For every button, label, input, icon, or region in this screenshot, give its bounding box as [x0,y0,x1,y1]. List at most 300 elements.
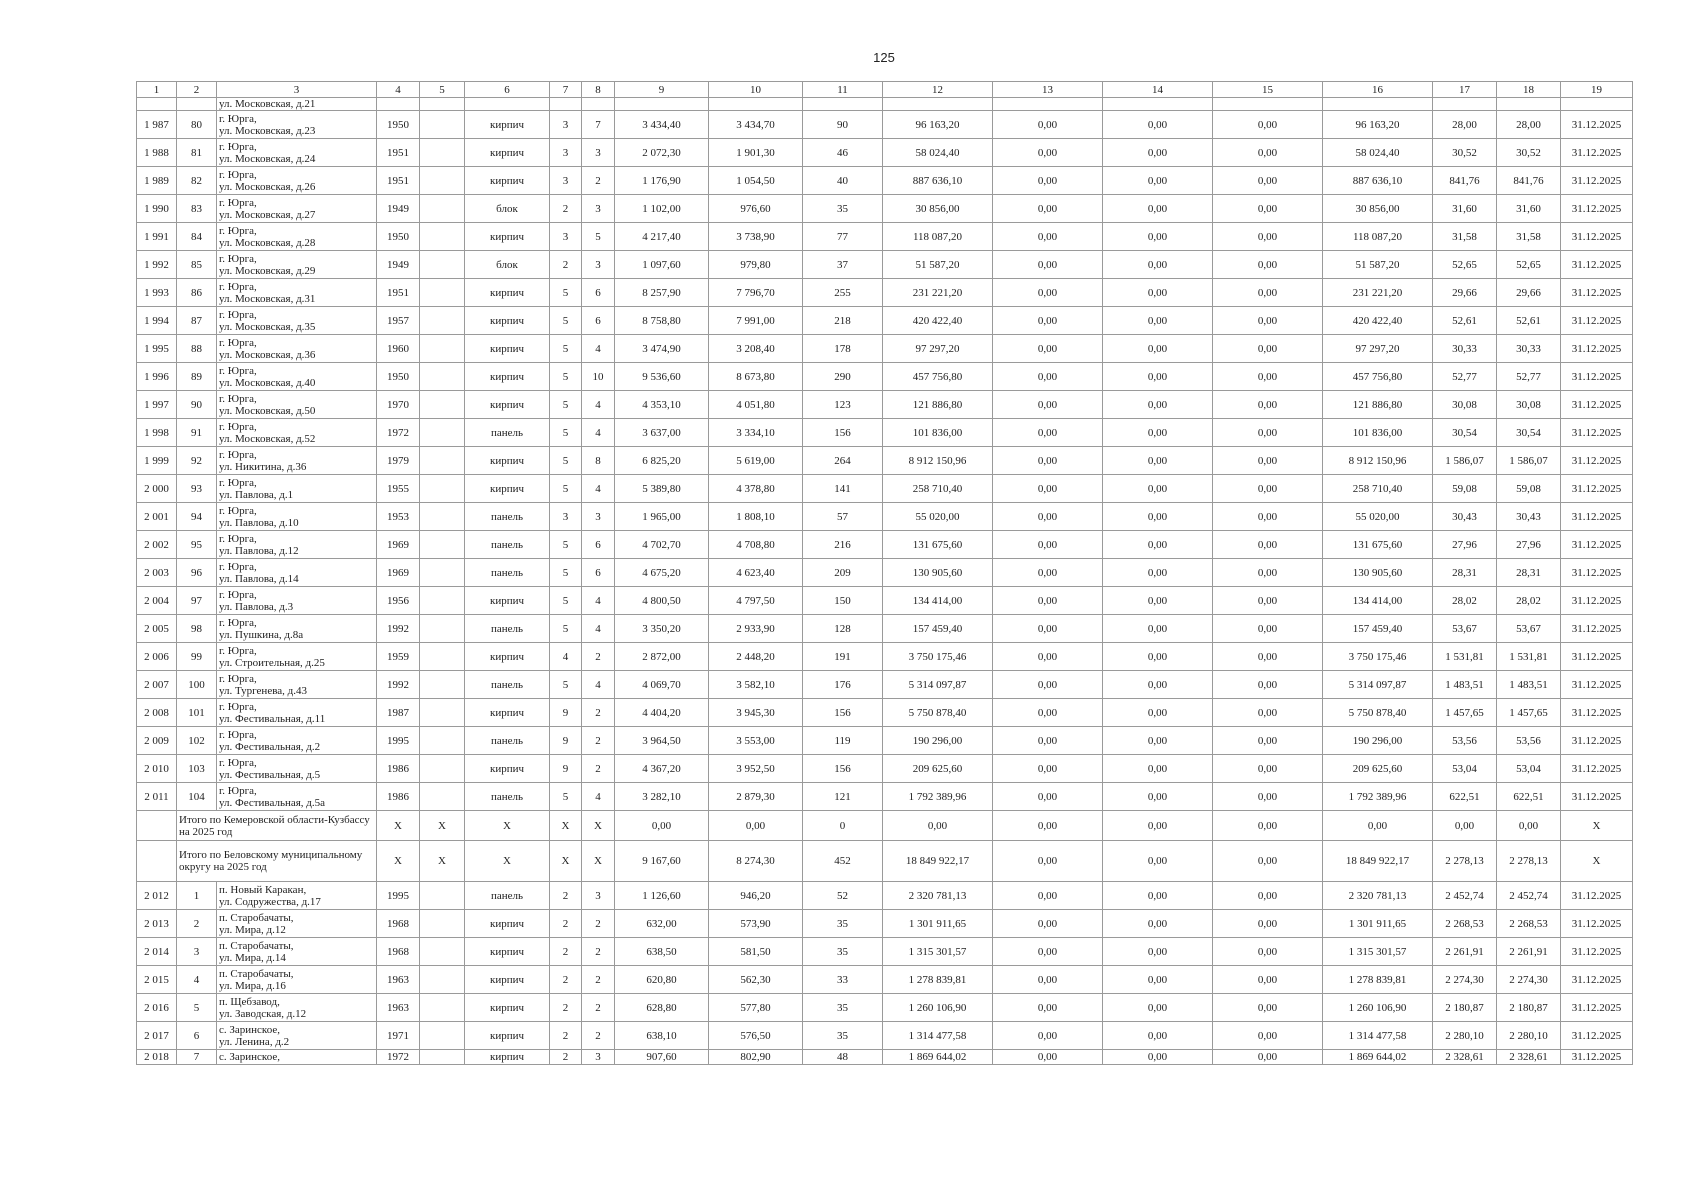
value-cell-15: 0,00 [1213,167,1323,195]
value-cell-4: 1950 [377,363,420,391]
value-cell-8: 2 [582,727,615,755]
column-header-7: 7 [550,82,582,98]
address-cell [217,643,377,671]
row-index-cell: 94 [177,503,217,531]
table-row [137,755,1633,783]
registry-number-cell: 2 012 [137,882,177,910]
value-cell-8: 6 [582,279,615,307]
value-cell-14: 0,00 [1103,503,1213,531]
value-cell-18: 27,96 [1497,531,1561,559]
value-cell-19: 31.12.2025 [1561,167,1633,195]
value-cell-8: 3 [582,503,615,531]
value-cell-5 [420,882,465,910]
address-street: ул. Московская, д.36 [219,348,316,361]
value-cell-19: 31.12.2025 [1561,755,1633,783]
registry-number-cell: 2 001 [137,503,177,531]
value-cell-11: 57 [803,503,883,531]
value-cell-4: 1959 [377,643,420,671]
value-cell-18: 30,52 [1497,139,1561,167]
value-cell-8: 4 [582,335,615,363]
column-header-5: 5 [420,82,465,98]
value-cell-7: 2 [550,910,582,938]
address-street: ул. Московская, д.50 [219,404,316,417]
value-cell-10: 1 054,50 [709,167,803,195]
summary-value-4: X [377,841,420,882]
value-cell-8: 3 [582,139,615,167]
column-header-19: 19 [1561,82,1633,98]
value-cell-15: 0,00 [1213,1022,1323,1050]
table-row [137,531,1633,559]
value-cell-13: 0,00 [993,910,1103,938]
value-cell-4: 1955 [377,475,420,503]
value-cell-16: 55 020,00 [1323,503,1433,531]
value-cell-10: 2 879,30 [709,783,803,811]
value-cell-5 [420,910,465,938]
registry-number-cell: 2 009 [137,727,177,755]
value-cell-17: 622,51 [1433,783,1497,811]
value-cell-6: кирпич [465,475,550,503]
value-cell-13: 0,00 [993,251,1103,279]
value-cell-18: 2 268,53 [1497,910,1561,938]
row-index-cell: 88 [177,335,217,363]
value-cell-13: 0,00 [993,615,1103,643]
address-locality: г. Юрга, [219,672,257,685]
value-cell-12: 131 675,60 [883,531,993,559]
address-street: ул. Московская, д.23 [219,124,316,137]
value-cell-15: 0,00 [1213,727,1323,755]
value-cell-16: 121 886,80 [1323,391,1433,419]
value-cell-11: 35 [803,195,883,223]
value-cell-8: 10 [582,363,615,391]
value-cell-4: 1949 [377,195,420,223]
value-cell-19: 31.12.2025 [1561,531,1633,559]
table-row [137,615,1633,643]
value-cell-14: 0,00 [1103,938,1213,966]
value-cell-7: 5 [550,419,582,447]
row-index-cell: 96 [177,559,217,587]
value-cell-15: 0,00 [1213,195,1323,223]
value-cell-7: 5 [550,783,582,811]
value-cell-13: 0,00 [993,755,1103,783]
address-cell [217,966,377,994]
registry-number-cell: 2 015 [137,966,177,994]
value-cell-10: 2 933,90 [709,615,803,643]
value-cell-6: кирпич [465,699,550,727]
value-cell-15: 0,00 [1213,251,1323,279]
value-cell-13: 0,00 [993,335,1103,363]
value-cell-7: 5 [550,307,582,335]
summary-value-19: X [1561,811,1633,841]
value-cell-7: 3 [550,223,582,251]
value-cell-19: 31.12.2025 [1561,391,1633,419]
value-cell-4: 1986 [377,783,420,811]
value-cell-6: кирпич [465,111,550,139]
value-cell-16: 134 414,00 [1323,587,1433,615]
value-cell-16: 58 024,40 [1323,139,1433,167]
column-header-3: 3 [217,82,377,98]
row-index-cell: 84 [177,223,217,251]
value-cell-18: 31,60 [1497,195,1561,223]
value-cell-6: кирпич [465,223,550,251]
column-number-header [137,82,1633,98]
value-cell-17: 1 483,51 [1433,671,1497,699]
value-cell-5 [420,139,465,167]
value-cell-9: 628,80 [615,994,709,1022]
value-cell-4: 1951 [377,279,420,307]
value-cell-10: 802,90 [709,1050,803,1065]
value-cell-16: 1 869 644,02 [1323,1050,1433,1065]
table-row [137,111,1633,139]
value-cell-9: 3 434,40 [615,111,709,139]
value-cell-11: 35 [803,938,883,966]
registry-number-cell: 1 990 [137,195,177,223]
value-cell-7: 5 [550,279,582,307]
table-row [137,475,1633,503]
summary-value-6: X [465,841,550,882]
address-street: ул. Мира, д.16 [219,979,286,992]
value-cell-7: 5 [550,447,582,475]
value-cell-19: 31.12.2025 [1561,419,1633,447]
value-cell-17: 1 586,07 [1433,447,1497,475]
value-cell-18: 2 280,10 [1497,1022,1561,1050]
value-cell-6: кирпич [465,643,550,671]
table-row [137,419,1633,447]
value-cell-8: 2 [582,167,615,195]
value-cell-19: 31.12.2025 [1561,195,1633,223]
value-cell-13: 0,00 [993,994,1103,1022]
value-cell-9: 2 872,00 [615,643,709,671]
value-cell-4: 1972 [377,1050,420,1065]
value-cell-6: панель [465,671,550,699]
address-street: ул. Ленина, д.2 [219,1035,290,1048]
value-cell-16: 420 422,40 [1323,307,1433,335]
value-cell-16: 51 587,20 [1323,251,1433,279]
value-cell-18: 2 180,87 [1497,994,1561,1022]
value-cell-7: 5 [550,671,582,699]
address-cell [217,363,377,391]
registry-number-cell: 1 992 [137,251,177,279]
value-cell-12: 5 750 878,40 [883,699,993,727]
value-cell-19: 31.12.2025 [1561,251,1633,279]
value-cell-7: 2 [550,994,582,1022]
value-cell-11: 48 [803,1050,883,1065]
row-index-cell: 80 [177,111,217,139]
value-cell-5 [420,223,465,251]
address-street: ул. Московская, д.52 [219,432,316,445]
value-cell-17: 28,00 [1433,111,1497,139]
value-cell-18: 30,08 [1497,391,1561,419]
value-cell-16: 101 836,00 [1323,419,1433,447]
value-cell-13: 0,00 [993,139,1103,167]
registry-number-cell: 1 999 [137,447,177,475]
value-cell-10: 1 808,10 [709,503,803,531]
value-cell-13: 0,00 [993,195,1103,223]
value-cell-13: 0,00 [993,363,1103,391]
value-cell-13: 0,00 [993,1050,1103,1065]
value-cell-15: 0,00 [1213,307,1323,335]
value-cell-15: 0,00 [1213,223,1323,251]
address-locality: г. Юрга, [219,420,257,433]
value-cell-4: 1949 [377,251,420,279]
value-cell-4: 1971 [377,1022,420,1050]
row-index-cell: 89 [177,363,217,391]
value-cell-10: 3 434,70 [709,111,803,139]
value-cell-8: 2 [582,994,615,1022]
table-row [137,966,1633,994]
value-cell-14: 0,00 [1103,195,1213,223]
value-cell-12: 118 087,20 [883,223,993,251]
value-cell-12: 190 296,00 [883,727,993,755]
value-cell-4: 1968 [377,938,420,966]
value-cell-19: 31.12.2025 [1561,615,1633,643]
table-row [137,391,1633,419]
table-row [137,643,1633,671]
address-cell [217,475,377,503]
value-cell-10: 1 901,30 [709,139,803,167]
value-cell-9: 620,80 [615,966,709,994]
address-cell [217,531,377,559]
value-cell-15: 0,00 [1213,531,1323,559]
value-cell-10: 3 582,10 [709,671,803,699]
value-cell-15: 0,00 [1213,279,1323,307]
value-cell-11: 156 [803,755,883,783]
summary-value-15: 0,00 [1213,811,1323,841]
registry-number-cell: 1 998 [137,419,177,447]
value-cell-17: 53,56 [1433,727,1497,755]
value-cell-16: 131 675,60 [1323,531,1433,559]
value-cell-12: 457 756,80 [883,363,993,391]
value-cell-10: 577,80 [709,994,803,1022]
registry-number-cell: 1 997 [137,391,177,419]
value-cell-16: 258 710,40 [1323,475,1433,503]
value-cell-6: блок [465,251,550,279]
value-cell-17: 52,77 [1433,363,1497,391]
value-cell-9: 638,10 [615,1022,709,1050]
summary-value-5: X [420,841,465,882]
address-cell [217,783,377,811]
table-row [137,335,1633,363]
row-index-cell: 98 [177,615,217,643]
value-cell-5 [420,307,465,335]
value-cell-10: 7 796,70 [709,279,803,307]
value-cell-15: 0,00 [1213,643,1323,671]
value-cell-11: 191 [803,643,883,671]
value-cell-18: 2 274,30 [1497,966,1561,994]
value-cell-4: 1957 [377,307,420,335]
value-cell-10: 976,60 [709,195,803,223]
value-cell-14: 0,00 [1103,671,1213,699]
value-cell-17: 53,67 [1433,615,1497,643]
value-cell-8: 6 [582,531,615,559]
table-row [137,1050,1633,1065]
summary-value-12: 0,00 [883,811,993,841]
value-cell-5 [420,503,465,531]
address-locality: г. Юрга, [219,728,257,741]
value-cell-5 [420,111,465,139]
value-cell-4: 1950 [377,223,420,251]
value-cell-5 [420,615,465,643]
empty-cell [137,841,177,882]
summary-row [137,811,1633,841]
value-cell-11: 40 [803,167,883,195]
value-cell-14: 0,00 [1103,223,1213,251]
address-cell [217,307,377,335]
value-cell-4: 1969 [377,531,420,559]
value-cell-17: 29,66 [1433,279,1497,307]
address-cell [217,335,377,363]
table-row [137,938,1633,966]
value-cell-16: 209 625,60 [1323,755,1433,783]
address-locality: п. Старобачаты, [219,967,294,980]
value-cell-11: 35 [803,910,883,938]
column-header-14: 14 [1103,82,1213,98]
address-locality: г. Юрга, [219,644,257,657]
address-street: ул. Московская, д.27 [219,208,316,221]
address-locality: г. Юрга, [219,140,257,153]
value-cell-12: 101 836,00 [883,419,993,447]
value-cell-10: 7 991,00 [709,307,803,335]
column-header-15: 15 [1213,82,1323,98]
address-street: ул. Павлова, д.10 [219,516,299,529]
value-cell-16: 97 297,20 [1323,335,1433,363]
value-cell-16: 5 314 097,87 [1323,671,1433,699]
table-row [137,699,1633,727]
value-cell-10: 3 952,50 [709,755,803,783]
value-cell-14: 0,00 [1103,1022,1213,1050]
address-locality: г. Юрга, [219,504,257,517]
value-cell-8: 6 [582,559,615,587]
summary-value-9: 9 167,60 [615,841,709,882]
row-index-cell: 103 [177,755,217,783]
value-cell-4: 1960 [377,335,420,363]
row-index-cell: 7 [177,1050,217,1065]
value-cell-12: 1 314 477,58 [883,1022,993,1050]
value-cell-17: 1 531,81 [1433,643,1497,671]
value-cell-11: 33 [803,966,883,994]
value-cell-6: панель [465,882,550,910]
value-cell-12: 887 636,10 [883,167,993,195]
value-cell-15: 0,00 [1213,994,1323,1022]
value-cell-15: 0,00 [1213,671,1323,699]
value-cell-17: 31,58 [1433,223,1497,251]
value-cell-12: 1 792 389,96 [883,783,993,811]
value-cell-5 [420,363,465,391]
summary-value-12: 18 849 922,17 [883,841,993,882]
value-cell-13: 0,00 [993,643,1103,671]
value-cell-4: 1992 [377,615,420,643]
registry-number-cell: 1 994 [137,307,177,335]
address-cell: ул. Московская, д.21 [217,98,377,111]
value-cell-18: 28,31 [1497,559,1561,587]
value-cell-12: 1 260 106,90 [883,994,993,1022]
value-cell-15: 0,00 [1213,503,1323,531]
value-cell-15: 0,00 [1213,447,1323,475]
value-cell-14: 0,00 [1103,783,1213,811]
value-cell-13: 0,00 [993,966,1103,994]
value-cell-6: кирпич [465,279,550,307]
row-index-cell: 2 [177,910,217,938]
address-cell [217,727,377,755]
address-locality: г. Юрга, [219,784,257,797]
value-cell-19: 31.12.2025 [1561,783,1633,811]
address-street: ул. Фестивальная, д.5 [219,768,321,781]
summary-value-15: 0,00 [1213,841,1323,882]
value-cell-8: 4 [582,475,615,503]
value-cell-14: 0,00 [1103,363,1213,391]
registry-number-cell: 1 993 [137,279,177,307]
value-cell-9: 1 176,90 [615,167,709,195]
table-row [137,251,1633,279]
value-cell-11: 46 [803,139,883,167]
value-cell-7: 5 [550,391,582,419]
value-cell-17: 2 180,87 [1433,994,1497,1022]
value-cell-17: 30,52 [1433,139,1497,167]
value-cell-9: 3 474,90 [615,335,709,363]
value-cell-12: 30 856,00 [883,195,993,223]
value-cell-8: 4 [582,615,615,643]
registry-number-cell: 2 000 [137,475,177,503]
value-cell-19: 31.12.2025 [1561,139,1633,167]
value-cell-5 [420,475,465,503]
value-cell-7: 5 [550,559,582,587]
row-index-cell: 85 [177,251,217,279]
value-cell-18: 29,66 [1497,279,1561,307]
value-cell-12: 96 163,20 [883,111,993,139]
address-street: ул. Мира, д.12 [219,923,286,936]
value-cell-7: 2 [550,966,582,994]
value-cell-18: 30,54 [1497,419,1561,447]
address-street: ул. Московская, д.40 [219,376,316,389]
value-cell-19: 31.12.2025 [1561,475,1633,503]
value-cell-14: 0,00 [1103,615,1213,643]
address-locality: г. Юрга, [219,756,257,769]
value-cell-10: 4 623,40 [709,559,803,587]
summary-value-7: X [550,811,582,841]
value-cell-17: 28,31 [1433,559,1497,587]
value-cell-18: 59,08 [1497,475,1561,503]
value-cell-12: 1 278 839,81 [883,966,993,994]
value-cell-16: 5 750 878,40 [1323,699,1433,727]
value-cell-19: 31.12.2025 [1561,587,1633,615]
value-cell-11: 141 [803,475,883,503]
row-index-cell: 102 [177,727,217,755]
row-index-cell: 4 [177,966,217,994]
column-header-18: 18 [1497,82,1561,98]
value-cell-7: 2 [550,195,582,223]
value-cell-15: 0,00 [1213,615,1323,643]
value-cell-6: панель [465,559,550,587]
value-cell-4: 1953 [377,503,420,531]
value-cell-9: 3 350,20 [615,615,709,643]
value-cell-19: 31.12.2025 [1561,307,1633,335]
registry-number-cell: 2 017 [137,1022,177,1050]
value-cell-16: 1 301 911,65 [1323,910,1433,938]
value-cell-7: 3 [550,503,582,531]
table-row [137,279,1633,307]
address-street: ул. Фестивальная, д.2 [219,740,321,753]
value-cell-9: 638,50 [615,938,709,966]
value-cell-19: 31.12.2025 [1561,1050,1633,1065]
value-cell-14: 0,00 [1103,755,1213,783]
value-cell-5 [420,335,465,363]
value-cell-15: 0,00 [1213,910,1323,938]
value-cell-6: кирпич [465,139,550,167]
address-cell [217,1022,377,1050]
value-cell-16: 1 792 389,96 [1323,783,1433,811]
address-locality: г. Юрга, [219,168,257,181]
value-cell-17: 2 268,53 [1433,910,1497,938]
column-header-12: 12 [883,82,993,98]
